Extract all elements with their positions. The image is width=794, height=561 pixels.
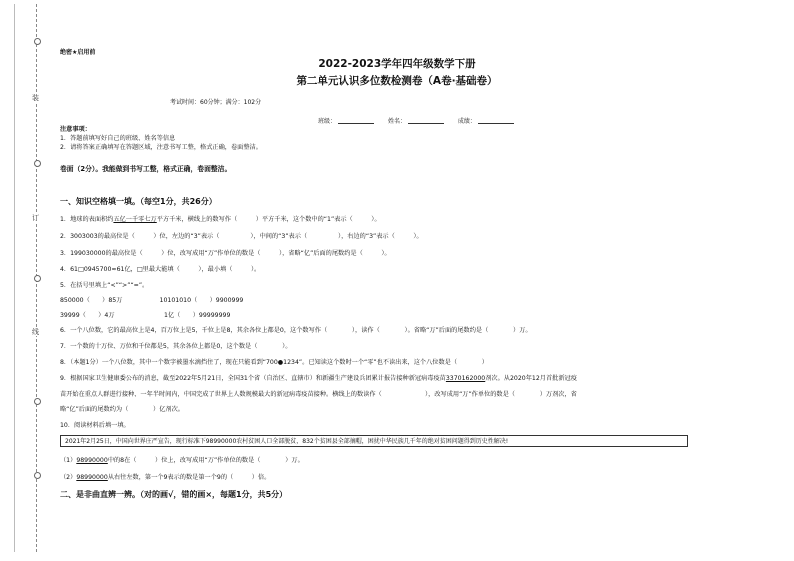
score-blank[interactable] [478, 123, 514, 124]
student-info-row [318, 116, 526, 125]
question-9-line1 [60, 373, 577, 382]
question-9-line3: 略“亿”后面的尾数约为（ ）亿剂次。 [60, 406, 184, 413]
binding-mark-zhuang: 装 [32, 94, 39, 102]
class-label: 班级： [318, 118, 337, 125]
q10-1-post: 中的8在（ ）位上，改写成用“万”作单位的数是（ ）万。 [107, 457, 304, 464]
binding-hole [34, 38, 41, 45]
q9-post: 剂次。从2020年12月首批新冠疫 [485, 375, 577, 382]
question-3: 3．199030000的最高位是（ ）位，改写成用“万”作单位的数是（ ），省略“亿”后面的尾数约是（ ）。 [60, 250, 391, 257]
name-label: 姓名： [387, 118, 406, 125]
question-8: 8．（本题1分）一个八位数，其中一个数字被墨水滴挡住了，现在只能看到“700●1234”。已知读这个数时一个“零”也不读出来，这个八位数是（ ） [60, 359, 488, 366]
exam-time-score: 考试时间：60分钟；满分：102分 [170, 99, 262, 106]
reading-material-box: 2021年2月25日，中国向世界庄严宣告，现行标准下98990000农村贫困人口全部脱贫，832个贫困县全部摘帽，困扰中华民族几千年的绝对贫困问题得到历史性解决! [60, 435, 688, 447]
q1-pre: 1．地球的表面积约 [60, 216, 114, 223]
question-4: 4．61□0945700≈61亿，□里最大能填（ ），最小填（ ）。 [60, 266, 261, 273]
exam-title-line1: 2022-2023学年四年级数学下册 [318, 58, 476, 70]
question-5-row2: 39999（ ）4万 1亿（ ）99999999 [60, 312, 231, 319]
name-blank[interactable] [408, 123, 444, 124]
binding-mark-xian: 线 [32, 328, 39, 336]
q9-number: 3370162000 [445, 375, 486, 382]
section2-heading: 二、是非曲直辨一辨。（对的画√，错的画×，每题1分，共5分） [60, 490, 288, 499]
question-7: 7．一个数的十万位、万位和千位都是5，其余各位上都是0，这个数是（ ）。 [60, 343, 292, 350]
section1-heading: 一、知识空格填一填。（每空1分，共26分） [60, 197, 217, 206]
notes-item-2: 2．请将答案正确填写在答题区域，注意书写工整，格式正确，卷面整洁。 [60, 144, 262, 151]
neatness-line: 卷面（2分）。我能做到书写工整，格式正确，卷面整洁。 [60, 165, 232, 173]
question-6: 6．一个八位数，它的最高位上是4，百万位上是5，千位上是8，其余各位上都是0，这个数写作（ ），读作（ ）。省略“万”后面的尾数约是（ ）万。 [60, 327, 532, 334]
exam-title-line2: 第二单元认识多位数检测卷（A卷·基础卷） [296, 75, 498, 87]
score-label: 成绩： [457, 118, 476, 125]
binding-mark-ding: 订 [32, 214, 39, 222]
binding-hole [34, 160, 41, 167]
question-5: 5．在括号里填上“<”“>”“=”。 [60, 282, 149, 289]
notes-item-1: 1．答题前填写好自己的班级、姓名等信息 [60, 135, 176, 142]
question-1 [60, 214, 381, 223]
binding-hole [34, 472, 41, 479]
q10-2-post: 从右往左数，第一个9表示的数是第一个9的（ ）倍。 [107, 474, 271, 481]
notes-heading: 注意事项： [60, 126, 91, 133]
question-10: 10．阅读材料后填一填。 [60, 422, 130, 429]
q9-pre: 9．根据国家卫生健康委公布的消息，截至2022年5月21日，全国31个省（自治区、直辖市）和新疆生产建设兵团累计报告接种新冠病毒疫苗 [60, 375, 446, 382]
class-blank[interactable] [338, 123, 374, 124]
question-5-row1: 850000（ ）85万 10101010（ ）9900999 [60, 297, 244, 304]
question-2: 2．3003003的最高位是（ ）位，左边的“3”表示（ ），中间的“3”表示（ ），右边的“3”表示（ ）。 [60, 233, 423, 240]
binding-hole [34, 275, 41, 282]
q1-underlined: 五亿一千零七万 [113, 216, 157, 223]
q10-1-number: 98990000 [76, 457, 108, 464]
q10-1-pre: （1） [60, 457, 77, 464]
question-9-line2: 苗开始在重点人群进行接种、一年半时间内，中国完成了世界上人数规模最大的新冠病毒疫苗接种。横线上的数读作（ ），改写成用“万”作单位的数是（ ）万剂次，省 [60, 391, 577, 398]
question-10-1 [60, 455, 304, 464]
q10-2-pre: （2） [60, 474, 77, 481]
question-10-2 [60, 472, 270, 481]
q1-post: 平方千米，横线上的数写作（ ）平方千米，这个数中的“1”表示（ ）。 [156, 216, 381, 223]
binding-hole [34, 398, 41, 405]
secret-label: 绝密★启用前 [60, 49, 96, 56]
q10-2-number: 98990000 [76, 474, 108, 481]
